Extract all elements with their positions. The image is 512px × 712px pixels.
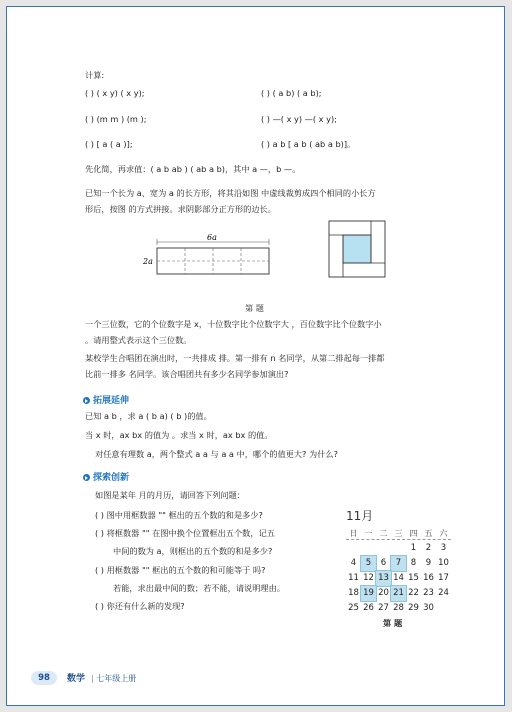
- simplify-problem: 先化简，再求值：( a b ab ) ( ab a b)，其中 a —，b —。: [85, 164, 301, 174]
- explore-q2-cont: 中间的数为 a，则框出的五个数的和是多少?: [113, 546, 273, 556]
- calendar-day: 4: [350, 558, 357, 568]
- calendar-day: 25: [348, 603, 359, 613]
- calendar-day: 9: [425, 558, 432, 568]
- digit-problem-line-1: 一个三位数，它的个位数字是 x，十位数字比个位数字大 ，百位数字比个位数字小: [85, 319, 382, 329]
- calendar-day: [361, 541, 376, 556]
- ext-line-1: 已知 a b ，求 a ( b a) ( b )的值。: [85, 411, 212, 421]
- weekday: 三: [394, 529, 403, 538]
- rect-problem-line-2: 形后，按图 的方式拼接。求阴影部分正方形的边长。: [85, 204, 276, 214]
- play-circle-icon: [83, 397, 90, 404]
- calc-row-2-a: ( ) (m m ) (m );: [85, 114, 147, 124]
- weekday: 四: [409, 529, 418, 538]
- calendar-day: 26: [363, 603, 374, 613]
- calendar-week: [346, 586, 458, 601]
- explore-q1: ( ) 图中用框数器 "" 框出的五个数的和是多少?: [95, 510, 263, 520]
- square-figure: [327, 219, 387, 279]
- explore-intro: 如图是某年 月的月历，请回答下列问题：: [95, 490, 245, 500]
- fig-top-label: 6a: [207, 233, 217, 242]
- calendar-day: [391, 541, 406, 556]
- play-circle-icon: [83, 474, 90, 481]
- calendar-day: 12: [363, 573, 374, 583]
- section-title: 计算:: [85, 70, 105, 80]
- calendar-day: 19: [361, 586, 376, 601]
- digit-problem-line-2: 。请用整式表示这个三位数。: [85, 335, 192, 345]
- calc-row-3-b: ( ) a b [ a b ( ab a b)]。: [261, 139, 356, 149]
- calendar-day: 14: [393, 573, 404, 583]
- calendar-day: 11: [348, 573, 359, 583]
- calc-row-3-a: ( ) [ a ( a )];: [85, 139, 133, 149]
- calendar-day: [376, 541, 391, 556]
- calendar-day: 17: [438, 573, 449, 583]
- calendar-week: [346, 571, 458, 586]
- calendar-day: 3: [440, 543, 447, 553]
- ext-line-2: 当 x 时，ax bx 的值为 。求当 x 时，ax bx 的值。: [85, 430, 273, 440]
- calendar-day: 16: [423, 573, 434, 583]
- calendar-day: 2: [425, 543, 432, 553]
- page-number: 98: [31, 671, 57, 685]
- calendar: [346, 507, 458, 616]
- calendar-day: 22: [408, 588, 419, 598]
- calendar-weekdays: [346, 528, 458, 539]
- calc-row-1-a: ( ) ( x y) ( x y);: [85, 88, 145, 98]
- calendar-day: [346, 541, 361, 556]
- calendar-day: 18: [348, 588, 359, 598]
- extension-heading: 拓展延伸: [83, 393, 129, 406]
- calendar-title: 11月: [346, 509, 374, 523]
- explore-q2: ( ) 将框数器 "" 在图中换个位置框出五个数，记五: [95, 528, 275, 538]
- choir-problem-line-1: 某校学生合唱团在演出时，一共排成 排。第一排有 n 名同学，从第二排起每一排都: [85, 353, 385, 363]
- calendar-day: 29: [408, 603, 419, 613]
- calendar-day: 13: [376, 571, 391, 586]
- weekday: 五: [424, 529, 433, 538]
- calc-row-2-b: ( ) —( x y) —( x y);: [261, 114, 337, 124]
- calendar-day: [436, 601, 451, 616]
- explore-q4: ( ) 你还有什么新的发现?: [95, 601, 185, 611]
- weekday: 日: [349, 529, 358, 538]
- textbook-page: [6, 6, 505, 706]
- ext-line-3: 对任意有理数 a，两个整式 a a 与 a a 中，哪个的值更大? 为什么?: [95, 449, 338, 459]
- calendar-day: 23: [423, 588, 434, 598]
- weekday: 一: [364, 529, 373, 538]
- weekday: 六: [439, 529, 448, 538]
- calendar-day: 6: [380, 558, 387, 568]
- calendar-week: [346, 556, 458, 571]
- calendar-week: [346, 541, 458, 556]
- calendar-day: 7: [391, 556, 406, 571]
- explore-q3-cont: 若能，求出最中间的数；若不能，请说明理由。: [113, 583, 285, 593]
- calendar-day: 28: [393, 603, 404, 613]
- calendar-day: 1: [410, 543, 417, 553]
- calendar-day: 24: [438, 588, 449, 598]
- calendar-day: 8: [410, 558, 417, 568]
- calendar-day: 15: [408, 573, 419, 583]
- calendar-day: 10: [438, 558, 449, 568]
- calendar-caption: 第 题: [383, 618, 403, 628]
- figure-caption: 第 题: [245, 303, 264, 313]
- explore-heading: 探索创新: [83, 470, 129, 483]
- explore-q3: ( ) 用框数器 "" 框出的五个数的和可能等于 吗?: [95, 565, 266, 575]
- calc-row-1-b: ( ) ( a b) ( a b);: [261, 88, 322, 98]
- calendar-week: [346, 601, 458, 616]
- rectangle-figure: [135, 231, 273, 283]
- calendar-day: 21: [391, 586, 406, 601]
- choir-problem-line-2: 比前一排多 名同学。该合唱团共有多少名同学参加演出?: [85, 369, 289, 379]
- fig-side-label: 2a: [143, 257, 153, 266]
- weekday: 二: [379, 529, 388, 538]
- footer-subject: 数学 | 七年级上册: [67, 674, 137, 684]
- calendar-day: 5: [361, 556, 376, 571]
- rect-problem-line-1: 已知一个长为 a、宽为 a 的长方形，将其沿如图 中虚线裁剪成四个相同的小长方: [85, 188, 376, 198]
- calendar-day: 30: [423, 603, 434, 613]
- calendar-day: 20: [378, 588, 389, 598]
- calendar-day: 27: [378, 603, 389, 613]
